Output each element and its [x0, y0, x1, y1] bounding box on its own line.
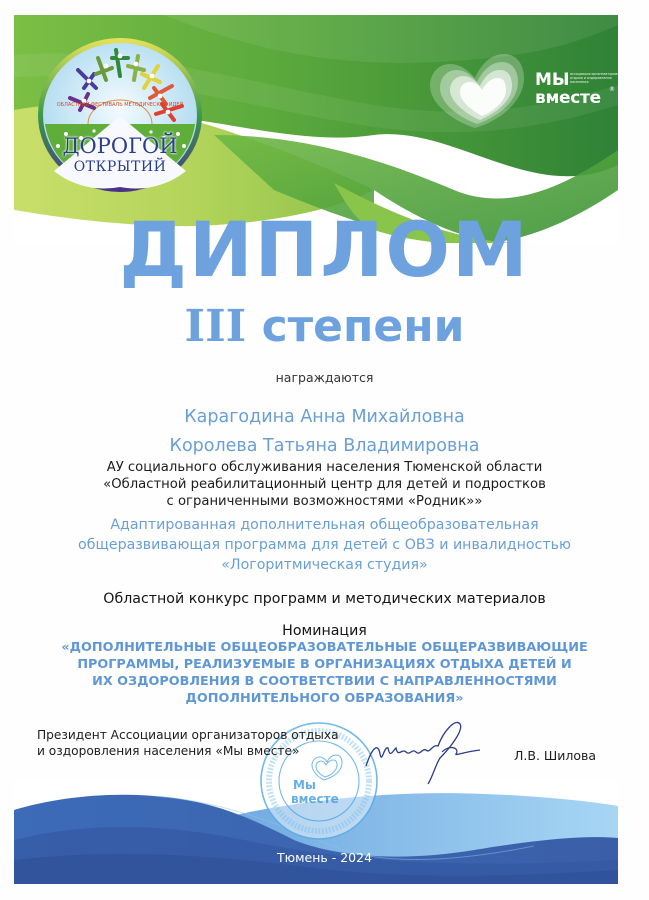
stamp-word1: Мы — [293, 778, 316, 792]
nomination-line: ДОПОЛНИТЕЛЬНОГО ОБРАЗОВАНИЯ» — [185, 691, 464, 706]
stamp-word2: вместе — [291, 792, 339, 806]
program-line: Адаптированная дополнительная общеобразовательная — [110, 517, 539, 533]
degree-word: степени — [261, 301, 465, 352]
awarded-label: награждаются — [275, 370, 374, 385]
diploma-degree — [0, 301, 649, 352]
association-logo-word2: вместе — [535, 88, 601, 108]
nomination-line: «ДОПОЛНИТЕЛЬНЫЕ ОБЩЕОБРАЗОВАТЕЛЬНЫЕ ОБЩЕРАЗВИВАЮЩИЕ — [61, 640, 588, 655]
organization-line: с ограниченными возможностями «Родник»» — [166, 494, 483, 509]
organization-line: «Областной реабилитационный центр для детей и подростков — [103, 477, 546, 492]
signatory-position — [37, 727, 339, 759]
registered-mark: ® — [609, 86, 615, 93]
contest-name: Областной конкурс программ и методических материалов — [103, 591, 546, 607]
recipient-name: Карагодина Анна Михайловна — [184, 407, 465, 427]
festival-title-line1: ДОРОГОЙ — [62, 134, 178, 158]
degree-roman: III — [184, 301, 247, 352]
signatory-name: Л.В. Шилова — [514, 748, 597, 763]
program-line: «Логоритмическая студия» — [221, 557, 428, 573]
heart-logo-icon — [420, 50, 530, 130]
nomination-label: Номинация — [282, 623, 367, 639]
nomination-line: ПРОГРАММЫ, РЕАЛИЗУЕМЫЕ В ОРГАНИЗАЦИЯХ ОТДЫХА ДЕТЕЙ И — [77, 657, 572, 672]
association-logo-word1: МЫ — [535, 70, 570, 90]
position-line: и оздоровления населения «Мы вместе» — [37, 744, 300, 758]
handwritten-signature-icon — [360, 718, 480, 788]
festival-title-line2: ОТКРЫТИЙ — [73, 159, 167, 175]
festival-logo — [36, 36, 204, 194]
nomination-line: ИХ ОЗДОРОВЛЕНИЯ В СООТВЕТСТВИИ С НАПРАВЛЕННОСТЯМИ — [92, 674, 557, 689]
diploma-title: ДИПЛОМ — [119, 205, 530, 294]
city-year: Тюмень - 2024 — [276, 850, 373, 865]
association-logo-tagline: ассоциация организаторов отдыха и оздоровления населения — [570, 72, 618, 84]
position-line: Президент Ассоциации организаторов отдыха — [37, 728, 339, 742]
organization-line: АУ социального обслуживания населения Тюменской области — [106, 460, 543, 475]
program-line: общеразвивающая программа для детей с ОВЗ и инвалидностью — [78, 537, 571, 553]
festival-ring-text: ОБЛАСТНОЙ ФЕСТИВАЛЬ МЕТОДИЧЕСКИХ ИДЕЙ — [56, 102, 184, 108]
recipient-name: Королева Татьяна Владимировна — [169, 436, 480, 456]
association-logo — [420, 50, 620, 130]
